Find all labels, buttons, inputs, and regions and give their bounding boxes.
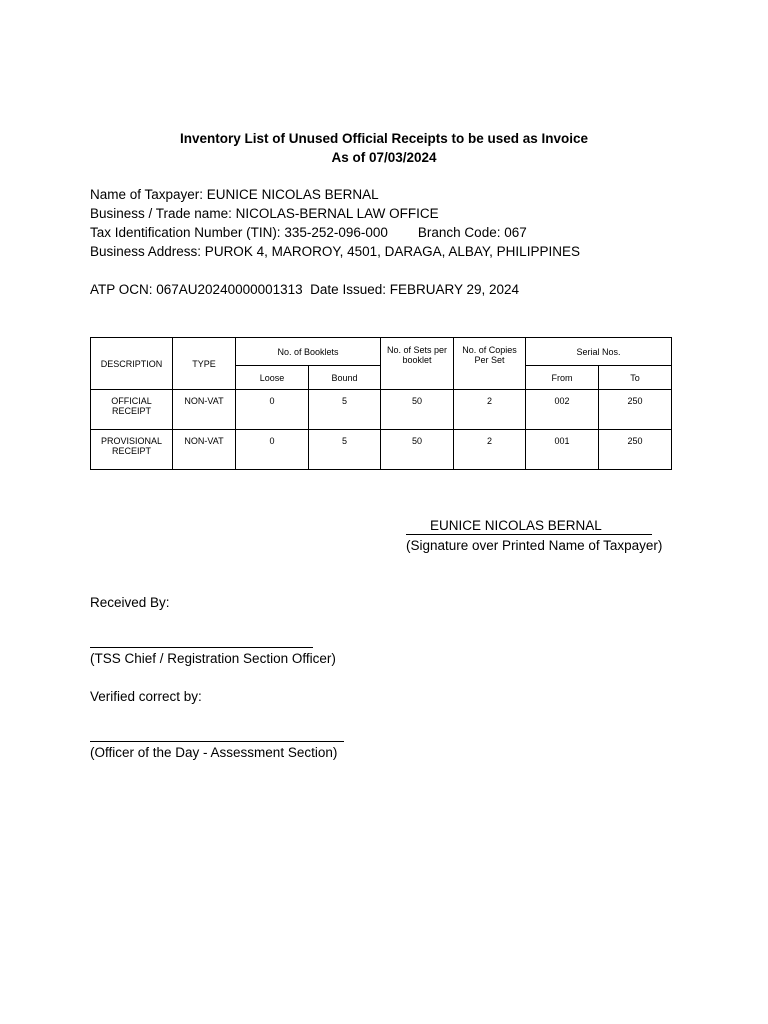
verified-by-label: Verified correct by:: [90, 689, 202, 704]
atp-line: [90, 282, 519, 297]
table-row: [91, 430, 672, 470]
document-title: Inventory List of Unused Official Receipts to be used as Invoice: [179, 131, 589, 146]
table-row: [91, 390, 672, 430]
cell-copies: 2: [454, 430, 526, 470]
cell-copies: 2: [454, 390, 526, 430]
cell-bound: 5: [309, 390, 381, 430]
cell-bound: 5: [309, 430, 381, 470]
header-from: From: [526, 366, 599, 390]
date-issued: Date Issued: FEBRUARY 29, 2024: [310, 282, 520, 297]
verified-by-signature-line: [90, 741, 344, 742]
document-date: As of 07/03/2024: [331, 150, 437, 165]
header-bound: Bound: [309, 366, 381, 390]
header-copies-per-set: No. of Copies Per Set: [454, 338, 526, 390]
verified-by-caption: (Officer of the Day - Assessment Section): [90, 745, 338, 760]
atp-ocn: ATP OCN: 067AU20240000001313: [90, 282, 303, 297]
business-name: Business / Trade name: NICOLAS-BERNAL LAW OFFICE: [90, 206, 439, 221]
cell-from: 001: [526, 430, 599, 470]
header-to: To: [599, 366, 672, 390]
header-type: TYPE: [173, 338, 236, 390]
cell-from: 002: [526, 390, 599, 430]
received-by-signature-line: [90, 647, 313, 648]
taxpayer-name: Name of Taxpayer: EUNICE NICOLAS BERNAL: [90, 187, 379, 202]
receipts-inventory-table: [90, 337, 672, 470]
taxpayer-signature-name: EUNICE NICOLAS BERNAL: [406, 519, 652, 535]
business-address: Business Address: PUROK 4, MAROROY, 4501, DARAGA, ALBAY, PHILIPPINES: [90, 244, 580, 259]
cell-sets: 50: [381, 390, 454, 430]
cell-loose: 0: [236, 390, 309, 430]
header-serial-nos: Serial Nos.: [526, 338, 672, 366]
table-header-row: [91, 338, 672, 366]
cell-loose: 0: [236, 430, 309, 470]
branch-code: Branch Code: 067: [417, 225, 527, 240]
cell-sets: 50: [381, 430, 454, 470]
cell-type: NON-VAT: [173, 390, 236, 430]
cell-to: 250: [599, 390, 672, 430]
tin-branch-line: [90, 225, 527, 240]
received-by-label: Received By:: [90, 595, 170, 610]
header-loose: Loose: [236, 366, 309, 390]
header-booklets: No. of Booklets: [236, 338, 381, 366]
header-description: DESCRIPTION: [91, 338, 173, 390]
tin: Tax Identification Number (TIN): 335-252-096-000: [90, 225, 388, 240]
cell-type: NON-VAT: [173, 430, 236, 470]
cell-to: 250: [599, 430, 672, 470]
header-sets-per-booklet: No. of Sets per booklet: [381, 338, 454, 390]
cell-description: OFFICIAL RECEIPT: [91, 390, 173, 430]
received-by-caption: (TSS Chief / Registration Section Officer): [90, 651, 336, 666]
cell-description: PROVISIONAL RECEIPT: [91, 430, 173, 470]
signature-caption: (Signature over Printed Name of Taxpayer): [406, 538, 663, 553]
